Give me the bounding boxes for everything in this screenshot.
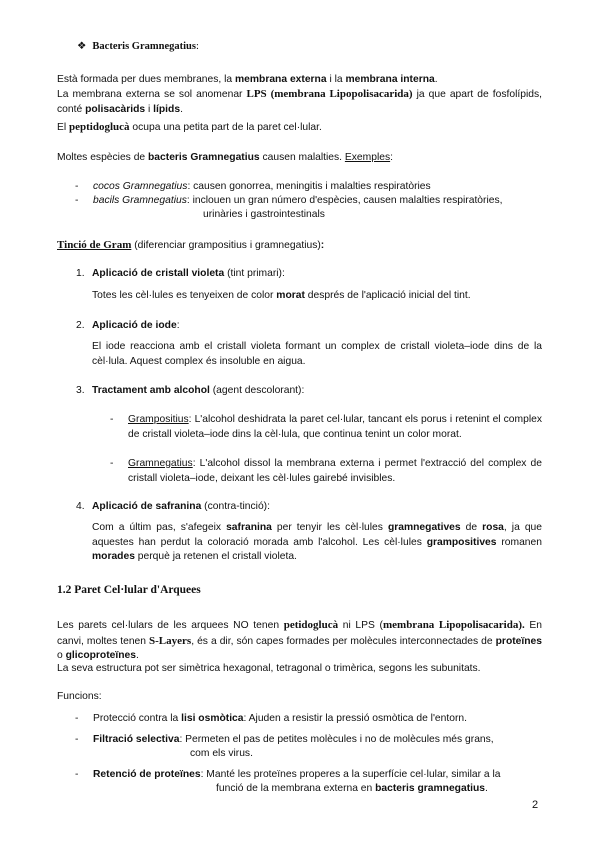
text: perquè ja retenen el cristall violeta.: [134, 551, 297, 562]
bold-text: morat: [276, 290, 305, 301]
page-number: 2: [532, 799, 539, 811]
function-item-filtracio-continuation: com els virus.: [190, 748, 253, 759]
text: : Manté les proteïnes properes a la superfície cel·lular, similar a la: [200, 769, 501, 780]
text: Com a últim pas, s'afegeix: [92, 522, 227, 533]
text: .: [135, 650, 139, 661]
text: ja que apart de fosfolípids, conté: [57, 89, 542, 115]
dash: -: [110, 414, 114, 425]
bold-text: bacteris Gramnegatius: [148, 152, 260, 163]
bold-text: Retenció de proteïnes: [93, 769, 201, 780]
step-number: 2.: [76, 320, 85, 331]
text: El: [57, 122, 70, 133]
bold-text: membrana interna: [345, 74, 435, 85]
heading-text: 1.2 Paret Cel·lular d'Arquees: [57, 584, 201, 596]
bold-text: glicoproteïnes: [65, 650, 136, 661]
step-2-body: El iode reacciona amb el cristall violeta formant un complex de cristall violeta–iode dins de la cèl·lula. Aquest complex és insoluble en aigua.: [92, 341, 542, 367]
bold-text: bacteris gramnegatius: [375, 783, 485, 794]
heading-text: Bacteris Gramnegatius: [92, 41, 196, 52]
heading-colon: :: [195, 41, 199, 52]
heading-colon: :: [320, 240, 325, 251]
paragraph-membranes: [57, 73, 542, 88]
dash: -: [75, 181, 79, 192]
bold-text: grampositives: [426, 536, 497, 548]
text: : Permeten el pas de petites molècules i no de molècules més grans,: [179, 734, 494, 745]
paragraph-peptidoglican: [57, 120, 542, 136]
bold-text: lisi osmòtica: [181, 713, 244, 724]
text: .: [180, 103, 183, 115]
dash: -: [75, 713, 79, 724]
bold-text: LPS (membrana Lipopolisacarida): [246, 88, 413, 100]
list-item-example-cocos: [75, 180, 545, 195]
dash: -: [75, 195, 79, 206]
underlined-text: Grampositius: [128, 414, 189, 425]
text: causen malalties.: [259, 152, 345, 163]
step-3-sub-gramnegatius: [110, 457, 542, 486]
step-number: 1.: [76, 268, 85, 279]
bold-text: polisacàrids: [85, 103, 146, 115]
bold-text: petidoglucà: [283, 619, 339, 631]
step-number: 4.: [76, 501, 85, 512]
text: En canvi, moltes tenen: [57, 620, 542, 647]
text: :: [176, 320, 180, 331]
dash: -: [75, 734, 79, 745]
step-1-title: [76, 267, 285, 282]
text: (tint primari):: [224, 268, 285, 279]
step-3-sub-grampositius: [110, 413, 542, 442]
bold-text: Aplicació de cristall violeta: [92, 268, 225, 279]
bold-text: gramnegatives: [387, 522, 461, 533]
step-2-title: [76, 319, 180, 334]
bold-text: safranina: [226, 522, 272, 533]
paragraph-arquees-walls: [57, 618, 542, 664]
section-heading-arquees: [57, 583, 201, 598]
bold-text: Filtració selectiva: [93, 734, 180, 745]
function-item-filtracio: [75, 733, 545, 748]
list-item-example-bacils: [75, 194, 545, 209]
text: (agent descolorant):: [209, 385, 305, 396]
text: .: [485, 783, 488, 794]
text: romanen: [496, 536, 542, 548]
bold-text: peptidoglucà: [69, 121, 130, 133]
dash: -: [75, 769, 79, 780]
italic-text: bacils Gramnegatius: [93, 195, 187, 206]
paragraph-arquees-structure: La seva estructura pot ser simètrica hexagonal, tetragonal o trimèrica, segons les subunitats.: [57, 663, 481, 674]
section-heading-gramnegatius: [77, 40, 199, 55]
text: , ja que aquestes han perdut la coloració morada amb l'alcohol. Les cèl·lules: [92, 522, 542, 548]
text: :: [390, 152, 393, 163]
text: de: [460, 522, 483, 533]
step-1-body: [92, 289, 542, 304]
text: La membrana externa se sol anomenar: [57, 89, 247, 100]
dash: -: [110, 458, 114, 469]
function-item-retencio-continuation: [216, 782, 488, 797]
text: : L'alcohol dissol la membrana externa i permet l'extracció del complex de cristall violeta–iode, deixant les cèl·lules gairebé invisibles.: [128, 458, 542, 484]
text: (contra-tinció):: [201, 501, 270, 512]
underlined-text: Gramnegatius: [128, 458, 193, 469]
text: : causen gonorrea, meningitis i malalties respiratòries: [187, 181, 431, 192]
diamond-bullet-icon: ❖: [77, 41, 87, 52]
text: ocupa una petita part de la paret cel·lular.: [129, 122, 322, 133]
text: ni LPS (: [338, 620, 383, 631]
bold-text: lípids: [153, 103, 181, 115]
bold-text: membrana Lipopolisacarida).: [382, 619, 525, 631]
text: .: [434, 74, 438, 85]
step-4-body: [92, 521, 542, 565]
step-number: 3.: [76, 385, 85, 396]
bold-text: morades: [92, 551, 135, 562]
paragraph-lps: [57, 87, 542, 117]
bold-text: rosa: [482, 522, 504, 533]
text: i: [145, 103, 154, 115]
text: Protecció contra la: [93, 713, 182, 724]
heading-subtitle: (diferenciar grampositius i gramnegatius): [131, 240, 321, 251]
underlined-text: Exemples: [344, 152, 391, 163]
text: : L'alcohol deshidrata la paret cel·lular, tancant els porus i retenint el complex de cristall violeta–iode dins la cèl·lula, que continua tenint un color morat.: [128, 414, 542, 440]
italic-text: cocos Gramnegatius: [93, 181, 188, 192]
function-item-lisi: [75, 712, 545, 727]
functions-label: Funcions:: [57, 691, 102, 702]
bold-text: Aplicació de iode: [92, 320, 177, 331]
text: : inclouen un gran número d'espècies, causen malalties respiratòries,: [186, 195, 503, 206]
paragraph-diseases: [57, 151, 542, 166]
text: Està formada per dues membranes, la: [57, 74, 235, 85]
text: funció de la membrana externa en: [216, 783, 376, 794]
text: Totes les cèl·lules es tenyeixen de color: [92, 290, 277, 301]
text: o: [57, 650, 66, 661]
text: i la: [326, 74, 346, 85]
function-item-retencio: [75, 768, 545, 783]
text: Les parets cel·lulars de les arquees NO tenen: [57, 620, 284, 631]
bold-text: Aplicació de safranina: [92, 501, 202, 512]
text: , és a dir, són capes formades per molècules interconnectades de: [191, 635, 496, 647]
heading-text: Tinció de Gram: [57, 239, 132, 251]
bold-text: proteïnes: [495, 635, 542, 647]
section-heading-gram: [57, 238, 547, 254]
step-4-title: [76, 500, 270, 515]
step-3-title: [76, 384, 304, 399]
bold-text: membrana externa: [235, 74, 327, 85]
text: Moltes espècies de: [57, 152, 149, 163]
text: després de l'aplicació inicial del tint.: [304, 290, 471, 301]
bold-text: S-Layers: [149, 634, 192, 647]
bold-text: Tractament amb alcohol: [92, 385, 210, 396]
text: : Ajuden a resistir la pressió osmòtica de l'entorn.: [243, 713, 467, 724]
text: per tenyir les cèl·lules: [271, 522, 388, 533]
list-item-example-bacils-continuation: urinàries i gastrointestinals: [203, 209, 325, 220]
